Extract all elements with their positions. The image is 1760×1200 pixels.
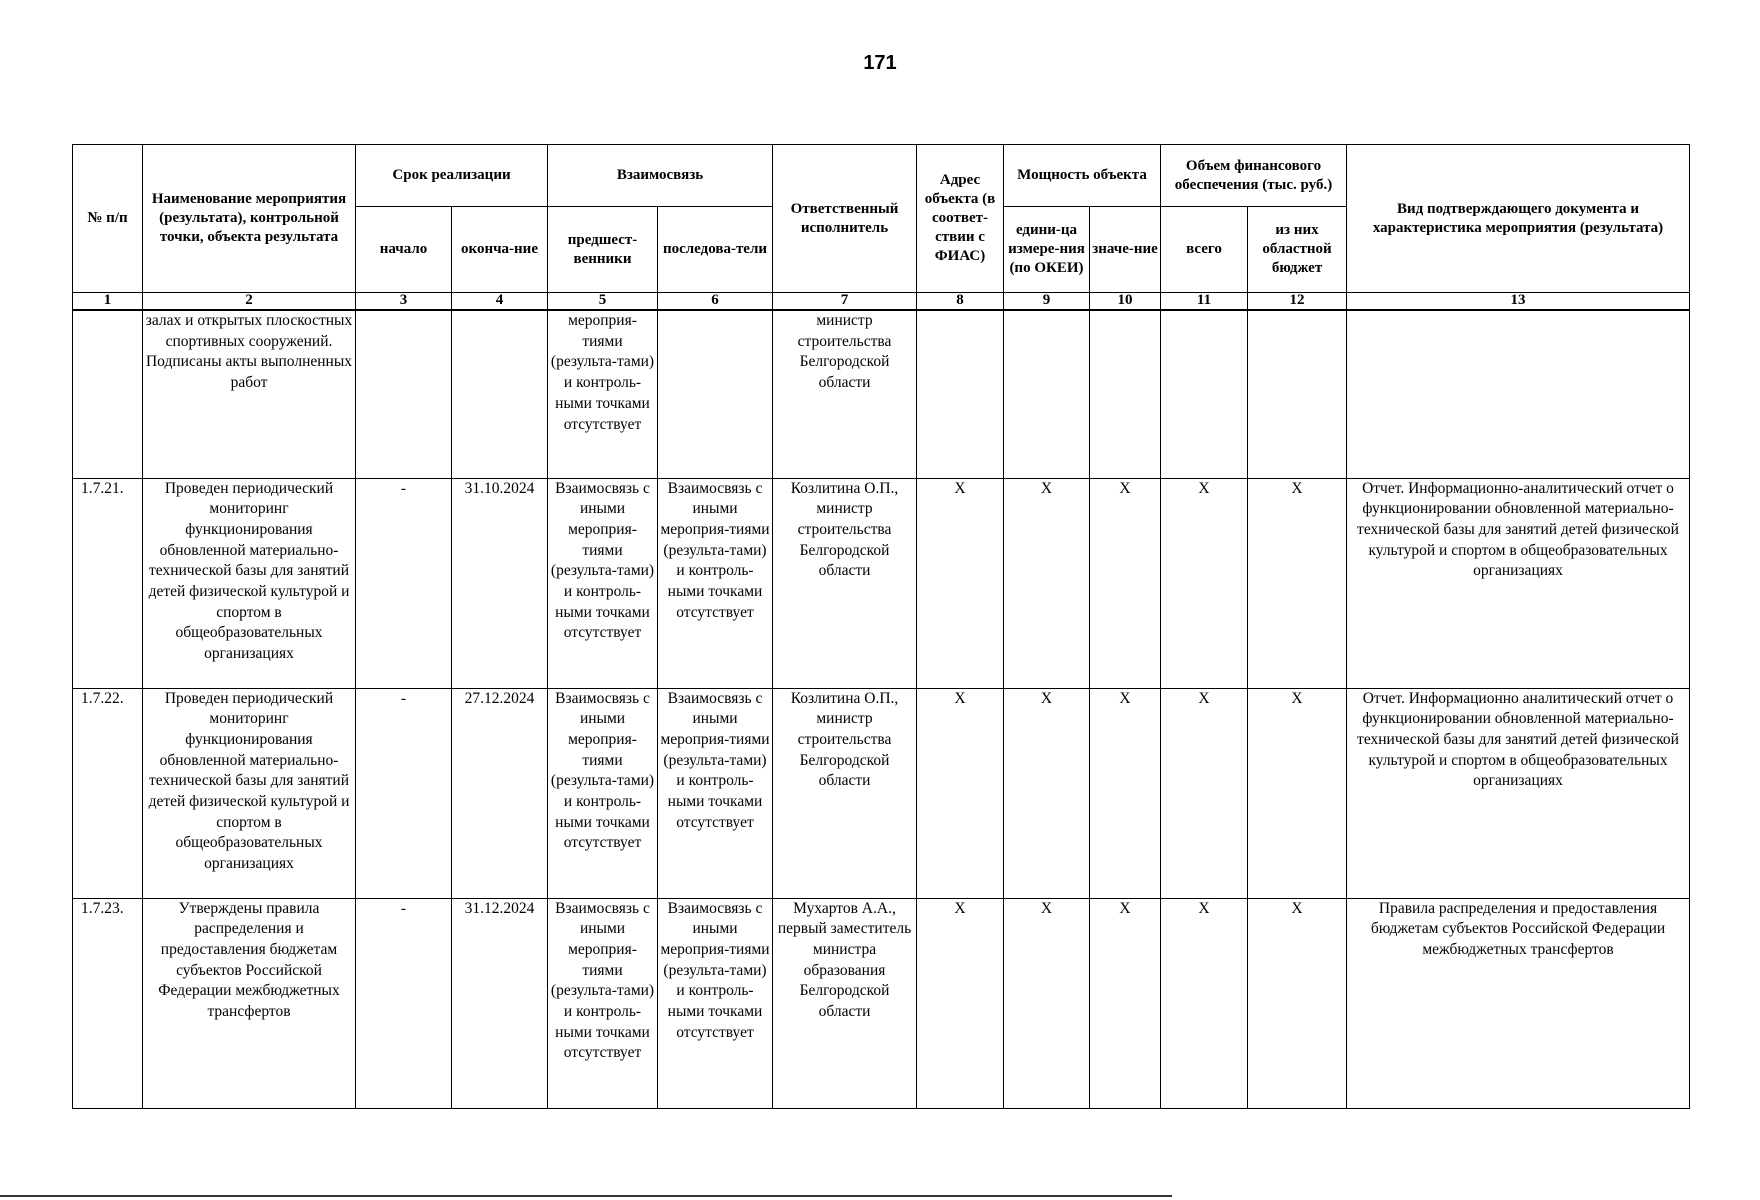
row-number [73, 310, 143, 478]
row-regional: X [1248, 898, 1347, 1108]
row-responsible: Мухартов А.А., первый заместитель министра образования Белгородской области [773, 898, 917, 1108]
row-total [1161, 310, 1248, 478]
column-number: 10 [1090, 293, 1161, 311]
header-start: начало [356, 207, 452, 293]
header-address: Адрес объекта (в соответ-ствии с ФИАС) [917, 145, 1004, 293]
row-responsible: Козлитина О.П., министр строительства Белгородской области [773, 688, 917, 898]
column-number: 13 [1347, 293, 1690, 311]
header-unit: едини-ца измере-ния (по ОКЕИ) [1004, 207, 1090, 293]
header-name: Наименование мероприятия (результата), контрольной точки, объекта результата [143, 145, 356, 293]
row-document: Отчет. Информационно-аналитический отчет о функционировании обновленной материально-технической базы для занятий детей физической культурой и спортом в общеобразовательных организациях [1347, 478, 1690, 688]
row-unit: X [1004, 688, 1090, 898]
row-unit [1004, 310, 1090, 478]
row-document [1347, 310, 1690, 478]
row-address: X [917, 898, 1004, 1108]
row-end: 31.10.2024 [452, 478, 548, 688]
table-row [73, 898, 1690, 1108]
header-end: оконча-ние [452, 207, 548, 293]
row-responsible: министр строительства Белгородской области [773, 310, 917, 478]
row-total: X [1161, 478, 1248, 688]
row-end: 31.12.2024 [452, 898, 548, 1108]
column-number: 11 [1161, 293, 1248, 311]
row-number: 1.7.21. [73, 478, 143, 688]
row-end [452, 310, 548, 478]
header-total: всего [1161, 207, 1248, 293]
row-document: Правила распределения и предоставления бюджетам субъектов Российской Федерации межбюджетных трансфертов [1347, 898, 1690, 1108]
row-predecessors: мероприя-тиями (результа-тами) и контроль-ными точками отсутствует [548, 310, 658, 478]
column-number: 2 [143, 293, 356, 311]
column-number: 3 [356, 293, 452, 311]
row-start [356, 310, 452, 478]
row-start: - [356, 688, 452, 898]
footer-divider [0, 1195, 1172, 1197]
row-predecessors: Взаимосвязь с иными мероприя-тиями (результа-тами) и контроль-ными точками отсутствует [548, 478, 658, 688]
row-start: - [356, 478, 452, 688]
row-regional: X [1248, 688, 1347, 898]
column-number: 7 [773, 293, 917, 311]
column-number: 12 [1248, 293, 1347, 311]
column-number: 4 [452, 293, 548, 311]
page-number: 171 [863, 52, 897, 74]
row-number: 1.7.22. [73, 688, 143, 898]
row-address: X [917, 688, 1004, 898]
table-row [73, 478, 1690, 688]
row-end: 27.12.2024 [452, 688, 548, 898]
row-address: X [917, 478, 1004, 688]
row-predecessors: Взаимосвязь с иными мероприя-тиями (результа-тами) и контроль-ными точками отсутствует [548, 688, 658, 898]
row-start: - [356, 898, 452, 1108]
column-numbers-row [73, 293, 1690, 311]
column-number: 9 [1004, 293, 1090, 311]
row-successors: Взаимосвязь с иными мероприя-тиями (результа-тами) и контроль-ными точками отсутствует [658, 478, 773, 688]
table-header [73, 145, 1690, 311]
row-value [1090, 310, 1161, 478]
column-number: 8 [917, 293, 1004, 311]
header-term: Срок реализации [356, 145, 548, 207]
row-unit: X [1004, 898, 1090, 1108]
row-document: Отчет. Информационно аналитический отчет о функционировании обновленной материально-технической базы для занятий детей физической культурой и спортом в общеобразовательных организациях [1347, 688, 1690, 898]
row-value: X [1090, 898, 1161, 1108]
plan-table [72, 144, 1690, 1109]
header-link: Взаимосвязь [548, 145, 773, 207]
table-row [73, 688, 1690, 898]
header-predecessors: предшест-венники [548, 207, 658, 293]
row-regional [1248, 310, 1347, 478]
row-total: X [1161, 898, 1248, 1108]
row-value: X [1090, 478, 1161, 688]
row-name: Проведен периодический мониторинг функционирования обновленной материально-технической базы для занятий детей физической культурой и спортом в общеобразовательных организациях [143, 688, 356, 898]
header-financing: Объем финансового обеспечения (тыс. руб.) [1161, 145, 1347, 207]
column-number: 1 [73, 293, 143, 311]
table-row [73, 310, 1690, 478]
column-number: 6 [658, 293, 773, 311]
header-document: Вид подтверждающего документа и характеристика мероприятия (результата) [1347, 145, 1690, 293]
row-name: Утверждены правила распределения и предоставления бюджетам субъектов Российской Федерации межбюджетных трансфертов [143, 898, 356, 1108]
row-successors: Взаимосвязь с иными мероприя-тиями (результа-тами) и контроль-ными точками отсутствует [658, 688, 773, 898]
row-value: X [1090, 688, 1161, 898]
row-name: Проведен периодический мониторинг функционирования обновленной материально-технической базы для занятий детей физической культурой и спортом в общеобразовательных организациях [143, 478, 356, 688]
header-responsible: Ответственный исполнитель [773, 145, 917, 293]
header-capacity: Мощность объекта [1004, 145, 1161, 207]
row-successors: Взаимосвязь с иными мероприя-тиями (результа-тами) и контроль-ными точками отсутствует [658, 898, 773, 1108]
column-number: 5 [548, 293, 658, 311]
row-regional: X [1248, 478, 1347, 688]
row-predecessors: Взаимосвязь с иными мероприя-тиями (результа-тами) и контроль-ными точками отсутствует [548, 898, 658, 1108]
header-value: значе-ние [1090, 207, 1161, 293]
row-total: X [1161, 688, 1248, 898]
row-unit: X [1004, 478, 1090, 688]
row-name: залах и открытых плоскостных спортивных сооружений. Подписаны акты выполненных работ [143, 310, 356, 478]
header-regional: из них областной бюджет [1248, 207, 1347, 293]
row-responsible: Козлитина О.П., министр строительства Белгородской области [773, 478, 917, 688]
row-successors [658, 310, 773, 478]
row-address [917, 310, 1004, 478]
header-successors: последова-тели [658, 207, 773, 293]
header-num: № п/п [73, 145, 143, 293]
row-number: 1.7.23. [73, 898, 143, 1108]
